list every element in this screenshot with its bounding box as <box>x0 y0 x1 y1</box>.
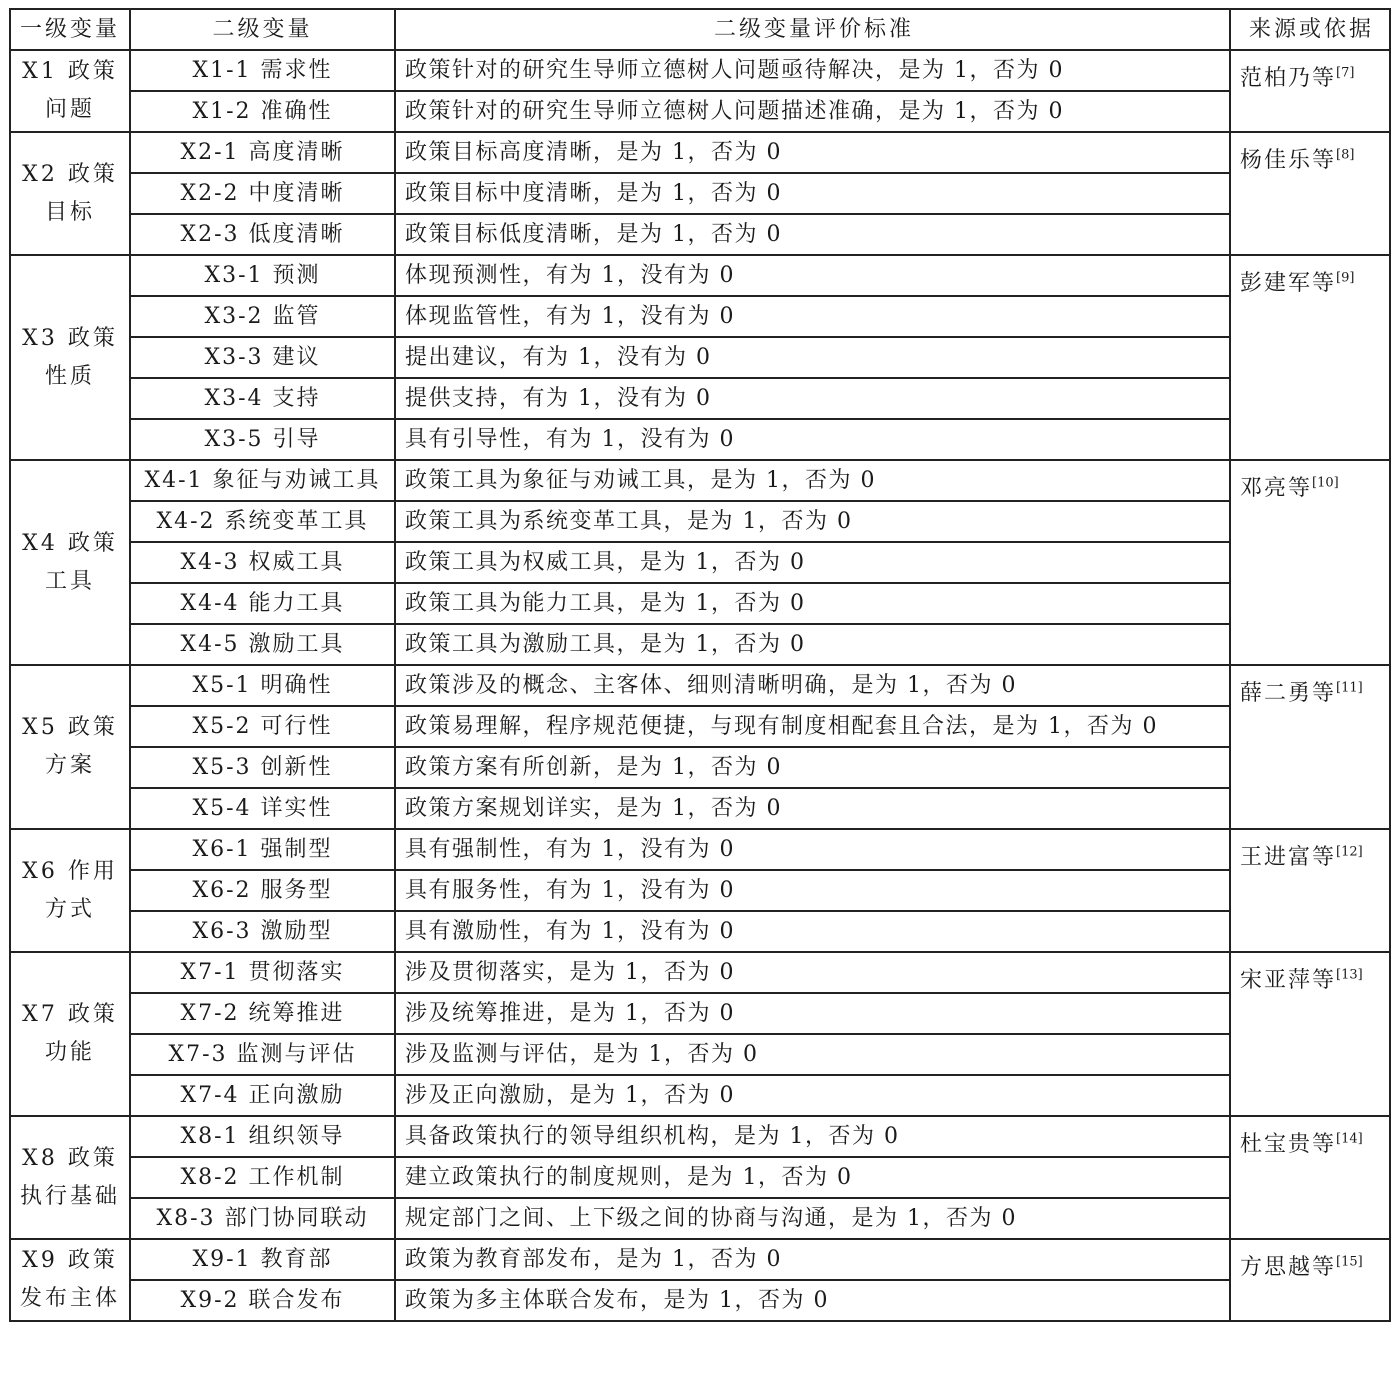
source-reference: [12] <box>1336 844 1363 860</box>
primary-variable-cell: X2 政策目标 <box>10 132 130 255</box>
criterion-cell: 具有激励性，有为 1，没有为 0 <box>395 911 1230 952</box>
source-cell <box>1230 1116 1390 1239</box>
source-reference: [13] <box>1336 967 1363 983</box>
secondary-variable-cell: X7-3 监测与评估 <box>130 1034 395 1075</box>
secondary-variable-cell: X3-1 预测 <box>130 255 395 296</box>
criterion-cell: 具备政策执行的领导组织机构，是为 1，否为 0 <box>395 1116 1230 1157</box>
secondary-variable-cell: X1-2 准确性 <box>130 91 395 132</box>
table-row <box>10 501 1390 542</box>
secondary-variable-cell: X8-1 组织领导 <box>130 1116 395 1157</box>
criterion-cell: 政策工具为系统变革工具，是为 1，否为 0 <box>395 501 1230 542</box>
source-cell <box>1230 665 1390 829</box>
secondary-variable-cell: X4-1 象征与劝诫工具 <box>130 460 395 501</box>
secondary-variable-cell: X3-4 支持 <box>130 378 395 419</box>
criterion-cell: 政策目标低度清晰，是为 1，否为 0 <box>395 214 1230 255</box>
source-author: 方思越等 <box>1240 1255 1337 1280</box>
secondary-variable-cell: X5-4 详实性 <box>130 788 395 829</box>
secondary-variable-cell: X2-2 中度清晰 <box>130 173 395 214</box>
secondary-variable-cell: X3-3 建议 <box>130 337 395 378</box>
secondary-variable-cell: X4-4 能力工具 <box>130 583 395 624</box>
criterion-cell: 政策工具为能力工具，是为 1，否为 0 <box>395 583 1230 624</box>
primary-variable-cell: X6 作用方式 <box>10 829 130 952</box>
source-reference: [15] <box>1336 1254 1363 1270</box>
criterion-cell: 政策涉及的概念、主客体、细则清晰明确，是为 1，否为 0 <box>395 665 1230 706</box>
table-row <box>10 1198 1390 1239</box>
source-author: 宋亚萍等 <box>1240 968 1337 993</box>
table-row <box>10 460 1390 501</box>
secondary-variable-cell: X9-2 联合发布 <box>130 1280 395 1321</box>
table-row <box>10 624 1390 665</box>
secondary-variable-cell: X1-1 需求性 <box>130 50 395 91</box>
criterion-cell: 提出建议，有为 1，没有为 0 <box>395 337 1230 378</box>
secondary-variable-cell: X4-5 激励工具 <box>130 624 395 665</box>
table-row <box>10 214 1390 255</box>
source-author: 杜宝贵等 <box>1240 1132 1337 1157</box>
criterion-cell: 政策工具为象征与劝诫工具，是为 1，否为 0 <box>395 460 1230 501</box>
table-row <box>10 378 1390 419</box>
table-row <box>10 788 1390 829</box>
secondary-variable-cell: X5-3 创新性 <box>130 747 395 788</box>
secondary-variable-cell: X9-1 教育部 <box>130 1239 395 1280</box>
criterion-cell: 体现预测性，有为 1，没有为 0 <box>395 255 1230 296</box>
secondary-variable-cell: X8-2 工作机制 <box>130 1157 395 1198</box>
source-cell <box>1230 952 1390 1116</box>
source-reference: [8] <box>1336 147 1355 163</box>
criterion-cell: 政策目标高度清晰，是为 1，否为 0 <box>395 132 1230 173</box>
criterion-cell: 涉及贯彻落实，是为 1，否为 0 <box>395 952 1230 993</box>
criterion-cell: 涉及统筹推进，是为 1，否为 0 <box>395 993 1230 1034</box>
secondary-variable-cell: X6-2 服务型 <box>130 870 395 911</box>
table-row <box>10 91 1390 132</box>
header-primary-variable: 一级变量 <box>10 9 130 50</box>
primary-variable-cell: X1 政策问题 <box>10 50 130 132</box>
source-cell <box>1230 829 1390 952</box>
table-row <box>10 747 1390 788</box>
table-row <box>10 337 1390 378</box>
table-row <box>10 706 1390 747</box>
criterion-cell: 具有引导性，有为 1，没有为 0 <box>395 419 1230 460</box>
table-row <box>10 1075 1390 1116</box>
table-row <box>10 173 1390 214</box>
table-body <box>10 9 1390 1321</box>
source-author: 杨佳乐等 <box>1240 148 1337 173</box>
secondary-variable-cell: X7-1 贯彻落实 <box>130 952 395 993</box>
table-row <box>10 50 1390 91</box>
criterion-cell: 具有强制性，有为 1，没有为 0 <box>395 829 1230 870</box>
criterion-cell: 政策为多主体联合发布，是为 1，否为 0 <box>395 1280 1230 1321</box>
source-cell <box>1230 50 1390 132</box>
source-cell <box>1230 1239 1390 1321</box>
header-criterion: 二级变量评价标准 <box>395 9 1230 50</box>
criterion-cell: 政策为教育部发布，是为 1，否为 0 <box>395 1239 1230 1280</box>
criterion-cell: 涉及正向激励，是为 1，否为 0 <box>395 1075 1230 1116</box>
source-reference: [9] <box>1336 270 1355 286</box>
criterion-cell: 涉及监测与评估，是为 1，否为 0 <box>395 1034 1230 1075</box>
primary-variable-cell: X9 政策发布主体 <box>10 1239 130 1321</box>
criterion-cell: 建立政策执行的制度规则，是为 1，否为 0 <box>395 1157 1230 1198</box>
header-secondary-variable: 二级变量 <box>130 9 395 50</box>
table-row <box>10 1034 1390 1075</box>
source-reference: [11] <box>1336 680 1363 696</box>
secondary-variable-cell: X7-2 统筹推进 <box>130 993 395 1034</box>
secondary-variable-cell: X6-3 激励型 <box>130 911 395 952</box>
header-source: 来源或依据 <box>1230 9 1390 50</box>
secondary-variable-cell: X8-3 部门协同联动 <box>130 1198 395 1239</box>
table-row <box>10 296 1390 337</box>
source-author: 邓亮等 <box>1240 476 1313 501</box>
criterion-cell: 政策工具为权威工具，是为 1，否为 0 <box>395 542 1230 583</box>
table-row <box>10 255 1390 296</box>
criterion-cell: 政策目标中度清晰，是为 1，否为 0 <box>395 173 1230 214</box>
primary-variable-cell: X8 政策执行基础 <box>10 1116 130 1239</box>
table-row <box>10 1239 1390 1280</box>
secondary-variable-cell: X5-1 明确性 <box>130 665 395 706</box>
table-row <box>10 993 1390 1034</box>
source-cell <box>1230 460 1390 665</box>
criterion-cell: 政策方案有所创新，是为 1，否为 0 <box>395 747 1230 788</box>
table-row <box>10 132 1390 173</box>
secondary-variable-cell: X5-2 可行性 <box>130 706 395 747</box>
variable-table <box>9 8 1391 1322</box>
source-author: 薛二勇等 <box>1240 681 1337 706</box>
criterion-cell: 政策易理解，程序规范便捷，与现有制度相配套且合法，是为 1，否为 0 <box>395 706 1230 747</box>
table-row <box>10 1280 1390 1321</box>
table-row <box>10 829 1390 870</box>
secondary-variable-cell: X7-4 正向激励 <box>130 1075 395 1116</box>
table-row <box>10 542 1390 583</box>
source-author: 范柏乃等 <box>1240 66 1337 91</box>
source-author: 王进富等 <box>1240 845 1337 870</box>
criterion-cell: 政策方案规划详实，是为 1，否为 0 <box>395 788 1230 829</box>
table-row <box>10 1157 1390 1198</box>
source-cell <box>1230 132 1390 255</box>
criterion-cell: 政策针对的研究生导师立德树人问题亟待解决，是为 1，否为 0 <box>395 50 1230 91</box>
secondary-variable-cell: X2-3 低度清晰 <box>130 214 395 255</box>
criterion-cell: 具有服务性，有为 1，没有为 0 <box>395 870 1230 911</box>
secondary-variable-cell: X2-1 高度清晰 <box>130 132 395 173</box>
table-row <box>10 419 1390 460</box>
source-reference: [7] <box>1336 65 1355 81</box>
source-reference: [14] <box>1336 1131 1363 1147</box>
primary-variable-cell: X4 政策工具 <box>10 460 130 665</box>
criterion-cell: 规定部门之间、上下级之间的协商与沟通，是为 1，否为 0 <box>395 1198 1230 1239</box>
secondary-variable-cell: X3-5 引导 <box>130 419 395 460</box>
table-row <box>10 583 1390 624</box>
table-row <box>10 911 1390 952</box>
primary-variable-cell: X7 政策功能 <box>10 952 130 1116</box>
table-row <box>10 665 1390 706</box>
secondary-variable-cell: X6-1 强制型 <box>130 829 395 870</box>
header-row <box>10 9 1390 50</box>
criterion-cell: 政策工具为激励工具，是为 1，否为 0 <box>395 624 1230 665</box>
secondary-variable-cell: X4-2 系统变革工具 <box>130 501 395 542</box>
secondary-variable-cell: X4-3 权威工具 <box>130 542 395 583</box>
primary-variable-cell: X3 政策性质 <box>10 255 130 460</box>
criterion-cell: 政策针对的研究生导师立德树人问题描述准确，是为 1，否为 0 <box>395 91 1230 132</box>
criterion-cell: 体现监管性，有为 1，没有为 0 <box>395 296 1230 337</box>
table-row <box>10 870 1390 911</box>
source-reference: [10] <box>1312 475 1339 491</box>
table-row <box>10 1116 1390 1157</box>
source-cell <box>1230 255 1390 460</box>
source-author: 彭建军等 <box>1240 271 1337 296</box>
table-row <box>10 952 1390 993</box>
criterion-cell: 提供支持，有为 1，没有为 0 <box>395 378 1230 419</box>
secondary-variable-cell: X3-2 监管 <box>130 296 395 337</box>
primary-variable-cell: X5 政策方案 <box>10 665 130 829</box>
